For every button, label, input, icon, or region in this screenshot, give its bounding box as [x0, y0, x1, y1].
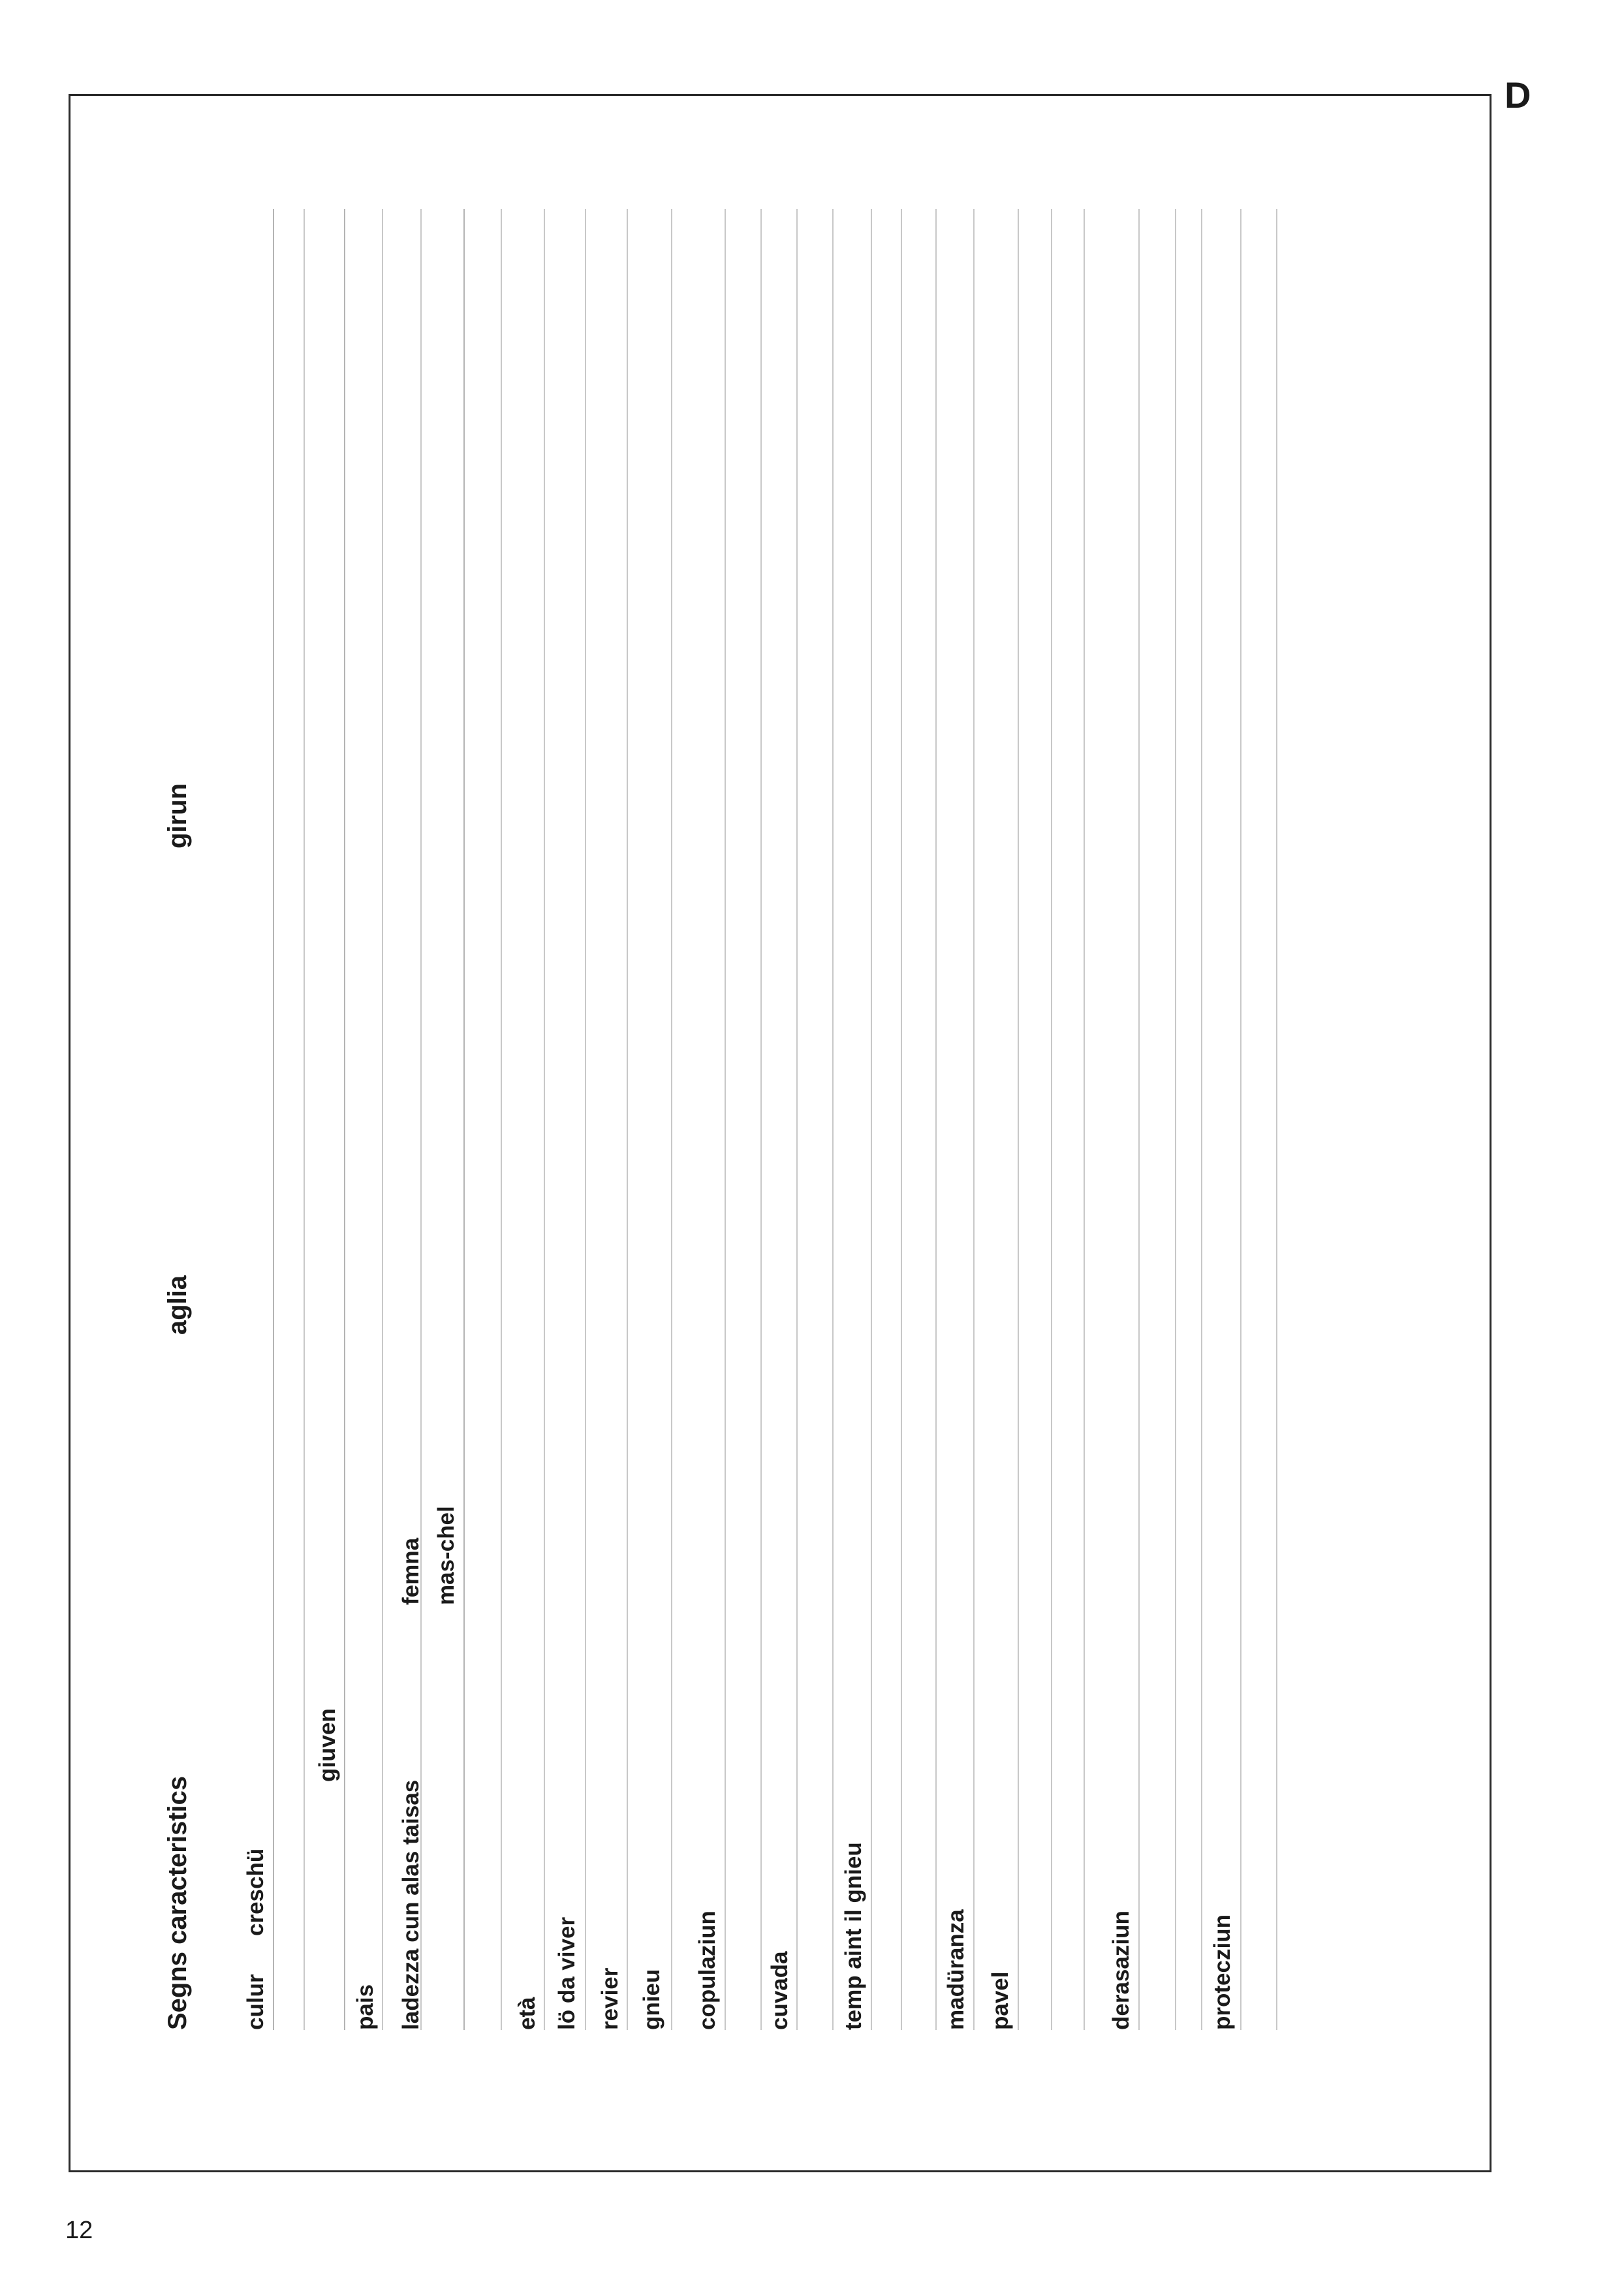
writing-line — [1138, 209, 1140, 2030]
writing-line — [463, 209, 465, 2030]
writing-line — [1240, 209, 1241, 2030]
row-label-eta: età — [514, 1997, 540, 2030]
writing-line — [304, 209, 305, 2030]
writing-line — [871, 209, 872, 2030]
writing-line — [1051, 209, 1052, 2030]
writing-line — [420, 209, 422, 2030]
section-letter: D — [1505, 74, 1531, 116]
row-label-gnieu: gnieu — [639, 1969, 664, 2030]
row-label-pavel: pavel — [988, 1971, 1013, 2030]
row-label-protecziun: protecziun — [1210, 1914, 1235, 2030]
writing-line — [1018, 209, 1019, 2030]
writing-line — [544, 209, 545, 2030]
column-header-aglia: aglia — [163, 1275, 192, 1335]
row-label-copulaziun: copulaziun — [695, 1911, 720, 2030]
page-number: 12 — [65, 2217, 93, 2244]
writing-line — [1175, 209, 1176, 2030]
writing-line — [382, 209, 383, 2030]
worksheet-table — [157, 209, 1338, 2030]
row-label-derasaziun: derasaziun — [1108, 1911, 1134, 2030]
writing-line — [1084, 209, 1085, 2030]
row-label-pais: pais — [352, 1984, 378, 2030]
writing-line — [627, 209, 628, 2030]
column-header-girun: girun — [163, 783, 192, 849]
row-label-culur: culur — [243, 1974, 268, 2030]
worksheet-title: Segns caracteristics — [163, 1775, 192, 2030]
row-label-creschu: creschü — [243, 1848, 268, 1936]
writing-line — [973, 209, 975, 2030]
writing-line — [796, 209, 798, 2030]
writing-line — [585, 209, 586, 2030]
row-label-temp-aint-il-gnieu: temp aint il gnieu — [841, 1842, 866, 2030]
writing-line — [1276, 209, 1277, 2030]
row-label-giuven: giuven — [315, 1708, 340, 1782]
row-label-ladezza: ladezza cun alas taisas — [398, 1779, 424, 2030]
row-label-cuvada: cuvada — [767, 1951, 792, 2030]
writing-line — [344, 209, 345, 2030]
writing-line — [832, 209, 834, 2030]
writing-line — [725, 209, 726, 2030]
writing-line — [671, 209, 672, 2030]
row-label-mas-chel: mas-chel — [433, 1506, 459, 1605]
writing-line — [760, 209, 762, 2030]
writing-line — [273, 209, 274, 2030]
writing-line — [501, 209, 502, 2030]
row-label-lo-da-viver: lö da viver — [554, 1916, 580, 2030]
writing-line — [901, 209, 902, 2030]
row-label-femna: femna — [398, 1537, 424, 1605]
row-label-maduranza: madüranza — [943, 1909, 969, 2030]
row-label-revier: revier — [597, 1967, 623, 2030]
writing-line — [1201, 209, 1202, 2030]
writing-line — [935, 209, 937, 2030]
